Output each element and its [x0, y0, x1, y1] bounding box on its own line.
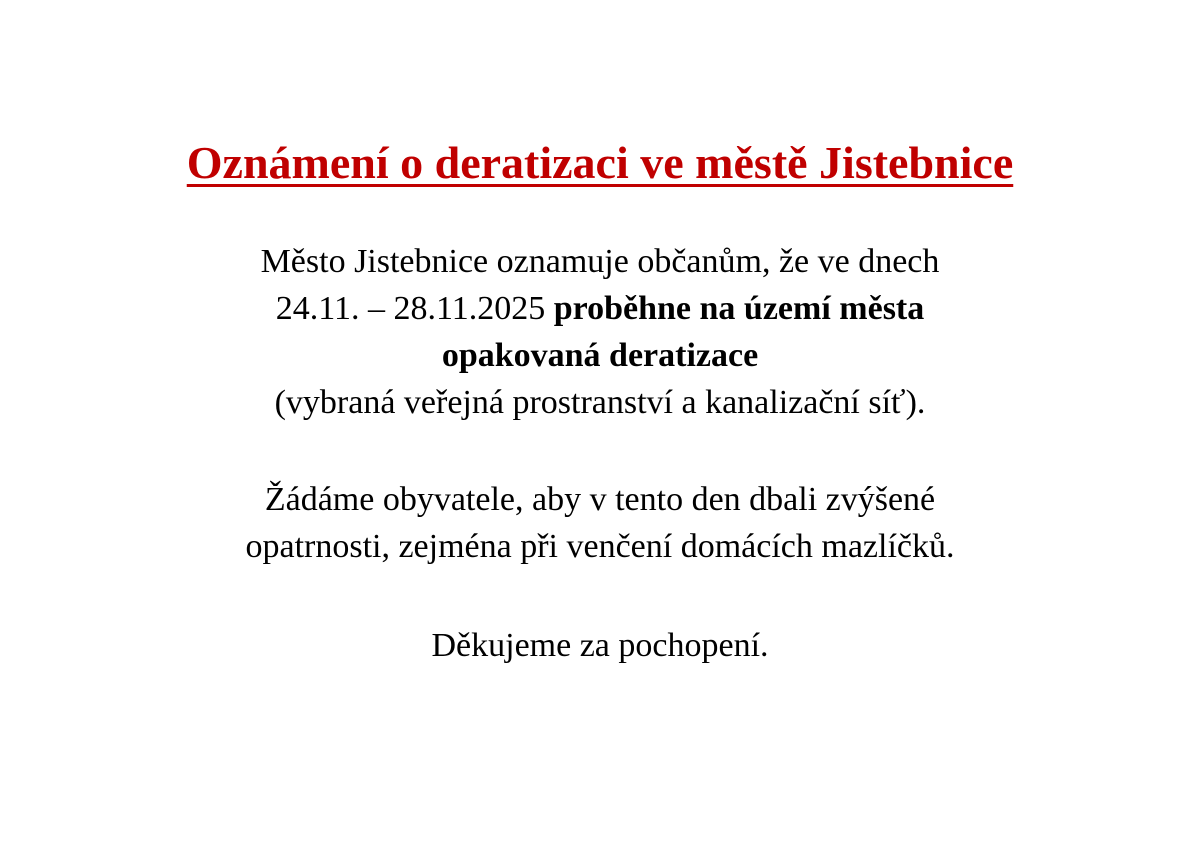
date-range-text: 24.11. – 28.11.2025	[275, 290, 554, 327]
paragraph-line: opatrnosti, zejména při venčení domácích mazlíčků.	[245, 528, 955, 565]
paragraph-line-locations: (vybraná veřejná prostranství a kanalizační síť).	[274, 384, 926, 421]
closing-text	[0, 622, 1200, 669]
paragraph-line-dates	[0, 285, 1200, 332]
paragraph-line: Město Jistebnice oznamuje občanům, že ve dnech	[260, 243, 940, 280]
paragraph-line: Žádáme obyvatele, aby v tento den dbali zvýšené	[264, 481, 936, 518]
bold-text-line: opakovaná deratizace	[441, 337, 759, 374]
announcement-paragraph-dates	[0, 238, 1200, 426]
closing-line: Děkujeme za pochopení.	[431, 627, 769, 664]
announcement-paragraph-caution	[0, 476, 1200, 570]
bold-text: proběhne na území města	[553, 290, 925, 327]
announcement-title: Oznámení o deratizaci ve městě Jistebnice	[186, 137, 1014, 188]
